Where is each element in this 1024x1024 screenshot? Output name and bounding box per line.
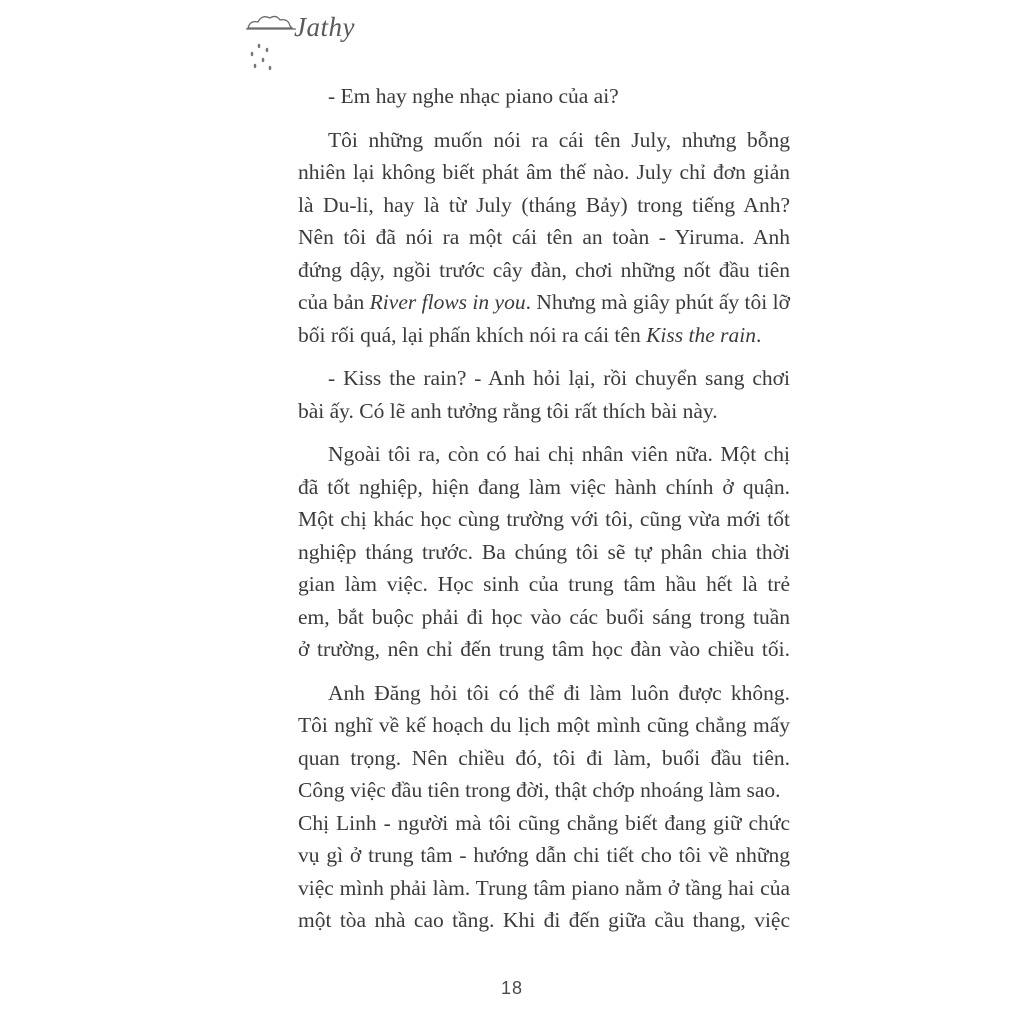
text-line	[298, 319, 790, 352]
book-brand-title: Jathy	[294, 12, 355, 42]
text-line: Nên tôi đã nói ra một cái tên an toàn - Yiruma. Anh	[298, 225, 790, 249]
song-title-italic: Kiss the rain	[646, 322, 756, 347]
text-line: Tôi những muốn nói ra cái tên July, nhưng bỗng	[328, 127, 790, 152]
rain-drops-icon	[246, 4, 286, 74]
text-run: . Nhưng mà giây phút ấy tôi lỡ	[525, 290, 790, 314]
running-header	[244, 4, 384, 74]
page-body-text	[298, 80, 790, 948]
page-number: 18	[500, 978, 524, 998]
text-line: - Kiss the rain? - Anh hỏi lại, rồi chuyển sang chơi	[328, 366, 790, 390]
text-line: - Em hay nghe nhạc piano của ai?	[328, 84, 619, 108]
text-line: em, bắt buộc phải đi học vào các buổi sáng trong tuần	[298, 604, 790, 629]
text-line: Ngoài tôi ra, còn có hai chị nhân viên nữa. Một chị	[328, 442, 790, 466]
text-line: Tôi nghĩ về kế hoạch du lịch một mình cũng chẳng mấy	[298, 713, 790, 737]
song-title-italic: River flows in you	[369, 290, 526, 314]
text-line: Anh Đăng hỏi tôi có thể đi làm luôn được không.	[328, 680, 790, 705]
text-line: Công việc đầu tiên trong đời, thật chớp nhoáng làm sao.	[298, 778, 781, 802]
text-line: Chị Linh - người mà tôi cũng chẳng biết đang giữ chức	[298, 810, 790, 835]
text-line: vụ gì ở trung tâm - hướng dẫn chi tiết cho tôi về những	[298, 843, 790, 867]
text-line: một tòa nhà cao tầng. Khi đi đến giữa cầu thang, việc	[298, 908, 790, 932]
text-line: nhiên lại không biết phát âm thế nào. July chỉ đơn giản	[298, 160, 790, 184]
text-line: nghiệp tháng trước. Ba chúng tôi sẽ tự phân chia thời	[298, 539, 790, 564]
paragraph	[298, 362, 790, 427]
text-run: bối rối quá, lại phấn khích nói ra cái tên	[298, 322, 647, 347]
paragraph	[298, 124, 790, 352]
text-line: đứng dậy, ngồi trước cây đàn, chơi những nốt đầu tiên	[298, 257, 790, 282]
text-line: ở trường, nên chỉ đến trung tâm học đàn vào chiều tối.	[298, 637, 790, 661]
text-line: Một chị khác học cùng trường với tôi, cũng vừa mới tốt	[298, 507, 790, 531]
paragraph	[298, 677, 790, 937]
text-line: việc mình phải làm. Trung tâm piano nằm ở tầng hai của	[298, 875, 790, 900]
text-line: bài ấy. Có lẽ anh tưởng rằng tôi rất thích bài này.	[298, 398, 718, 423]
text-run: của bản	[298, 290, 370, 314]
text-line: đã tốt nghiệp, hiện đang làm việc hành chính ở quận.	[298, 474, 790, 499]
text-line: là Du-li, hay là từ July (tháng Bảy) trong tiếng Anh?	[298, 192, 790, 217]
text-line: quan trọng. Nên chiều đó, tôi đi làm, buổi đầu tiên.	[298, 745, 790, 770]
paragraph	[298, 80, 790, 113]
text-run: .	[755, 322, 762, 347]
paragraph	[298, 438, 790, 666]
text-line	[298, 286, 790, 319]
text-line: gian làm việc. Học sinh của trung tâm hầu hết là trẻ	[298, 572, 790, 596]
